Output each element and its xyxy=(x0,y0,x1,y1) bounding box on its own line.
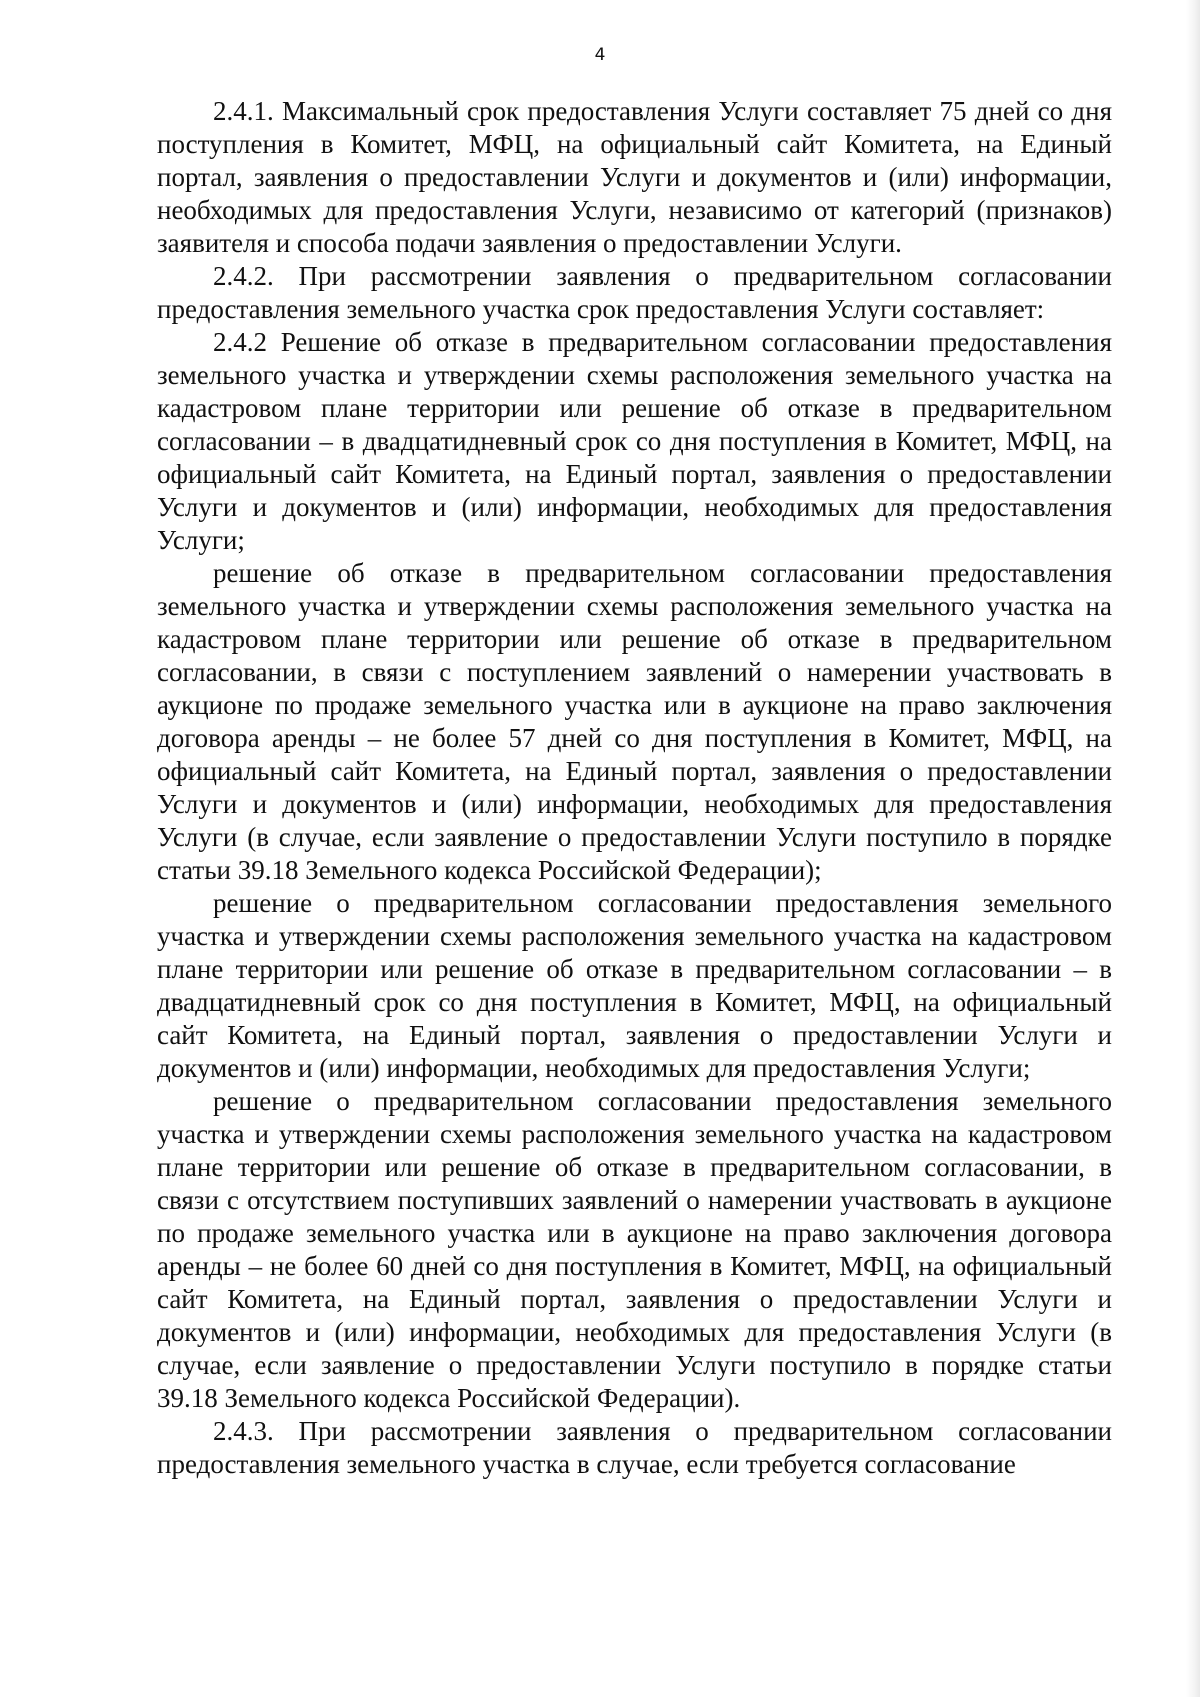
paragraph-2-4-2: 2.4.2. При рассмотрении заявления о предварительном согласовании предоставления земельного участка срок предоставления Услуги составляет: xyxy=(157,261,1112,324)
document-body xyxy=(157,95,1112,1481)
paragraph-2-4-2-refusal: 2.4.2 Решение об отказе в предварительном согласовании предоставления земельного участка и утверждении схемы расположения земельного участка на кадастровом плане территории или решение об отказе в предварительном согласовании – в двадцатидневный срок со дня поступления в Комитет, МФЦ, на официальный сайт Комитета, на Единый портал, заявления о предоставлении Услуги и документов и (или) информации, необходимых для предоставления Услуги; xyxy=(157,327,1112,555)
paragraph-refusal-auction: решение об отказе в предварительном согласовании предоставления земельного участка и утверждении схемы расположения земельного участка на кадастровом плане территории или решение об отказе в предварительном согласовании, в связи с поступлением заявлений о намерении участвовать в аукционе по продаже земельного участка или в аукционе на право заключения договора аренды – не более 57 дней со дня поступления в Комитет, МФЦ, на официальный сайт Комитета, на Единый портал, заявления о предоставлении Услуги и документов и (или) информации, необходимых для предоставления Услуги (в случае, если заявление о предоставлении Услуги поступило в порядке статьи 39.18 Земельного кодекса Российской Федерации); xyxy=(157,558,1112,885)
paragraph-approval-twenty-days: решение о предварительном согласовании предоставления земельного участка и утверждении схемы расположения земельного участка на кадастровом плане территории или решение об отказе в предварительном согласовании – в двадцатидневный срок со дня поступления в Комитет, МФЦ, на официальный сайт Комитета, на Единый портал, заявления о предоставлении Услуги и документов и (или) информации, необходимых для предоставления Услуги; xyxy=(157,888,1112,1083)
page-number: 4 xyxy=(594,45,606,65)
paragraph-2-4-3: 2.4.3. При рассмотрении заявления о предварительном согласовании предоставления земельного участка в случае, если требуется согласование xyxy=(157,1416,1112,1479)
paragraph-approval-sixty-days: решение о предварительном согласовании предоставления земельного участка и утверждении схемы расположения земельного участка на кадастровом плане территории или решение об отказе в предварительном согласовании, в связи с отсутствием поступивших заявлений о намерении участвовать в аукционе по продаже земельного участка или в аукционе на право заключения договора аренды – не более 60 дней со дня поступления в Комитет, МФЦ, на официальный сайт Комитета, на Единый портал, заявления о предоставлении Услуги и документов и (или) информации, необходимых для предоставления Услуги (в случае, если заявление о предоставлении Услуги поступило в порядке статьи 39.18 Земельного кодекса Российской Федерации). xyxy=(157,1086,1112,1413)
paragraph-2-4-1: 2.4.1. Максимальный срок предоставления Услуги составляет 75 дней со дня поступления в Комитет, МФЦ, на официальный сайт Комитета, на Единый портал, заявления о предоставлении Услуги и документов и (или) информации, необходимых для предоставления Услуги, независимо от категорий (признаков) заявителя и способа подачи заявления о предоставлении Услуги. xyxy=(157,96,1112,258)
scan-edge-shadow xyxy=(1186,0,1200,1697)
